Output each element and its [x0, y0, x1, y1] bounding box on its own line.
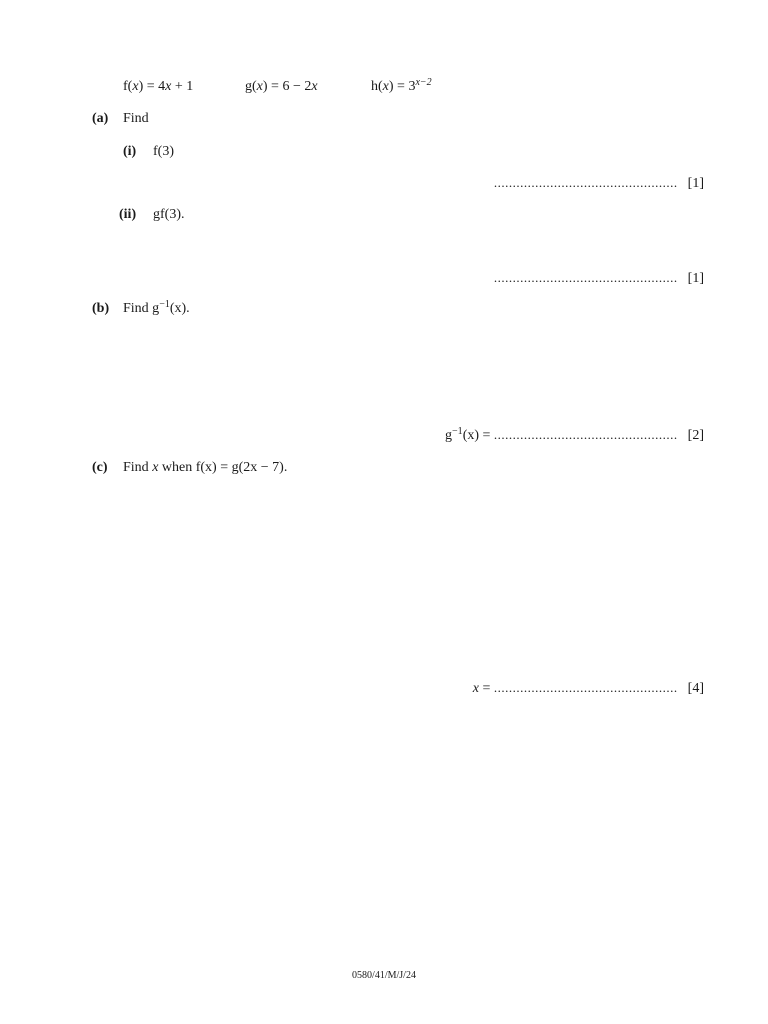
part-a-label: (a) [92, 111, 109, 126]
mark-a-ii: [1] [687, 271, 704, 286]
part-a-ii-label: (ii) [119, 207, 137, 222]
function-h-definition: $h(x) = 3^{x-2}$ [371, 77, 432, 94]
mark-a-i: [1] [687, 176, 704, 191]
function-f-definition: f(x) = 4x + 1 [123, 79, 194, 94]
part-c-label: (c) [92, 460, 108, 475]
mark-b: [2] [687, 428, 704, 443]
answer-label-b: $g^{-1}(x)$ = [445, 426, 491, 443]
answer-dots: ................................................. [493, 427, 678, 442]
part-a-i-label: (i) [123, 144, 137, 159]
part-c-question: Find x when f(x) = g(2x − 7). [123, 460, 288, 475]
part-b-label: (b) [92, 301, 110, 316]
part-a-i-question: f(3) [153, 144, 174, 159]
part-a-ii-question: gf(3). [153, 207, 185, 222]
answer-line-b[interactable] [445, 427, 704, 444]
answer-label-c: x = [472, 681, 491, 696]
answer-dots: ................................................. [493, 270, 678, 285]
page-footer-code: 0580/41/M/J/24 [352, 970, 416, 981]
function-g-definition: g(x) = 6 − 2x [245, 79, 318, 94]
part-b-question: Find $g^{-1}(x)$. [123, 299, 190, 316]
answer-dots: ................................................. [493, 175, 678, 190]
answer-line-a-ii[interactable] [494, 270, 704, 287]
part-a-question: Find [123, 111, 149, 126]
answer-line-a-i[interactable] [494, 175, 704, 192]
answer-dots: ................................................. [493, 680, 678, 695]
mark-c: [4] [687, 681, 704, 696]
answer-line-c[interactable] [473, 680, 704, 697]
